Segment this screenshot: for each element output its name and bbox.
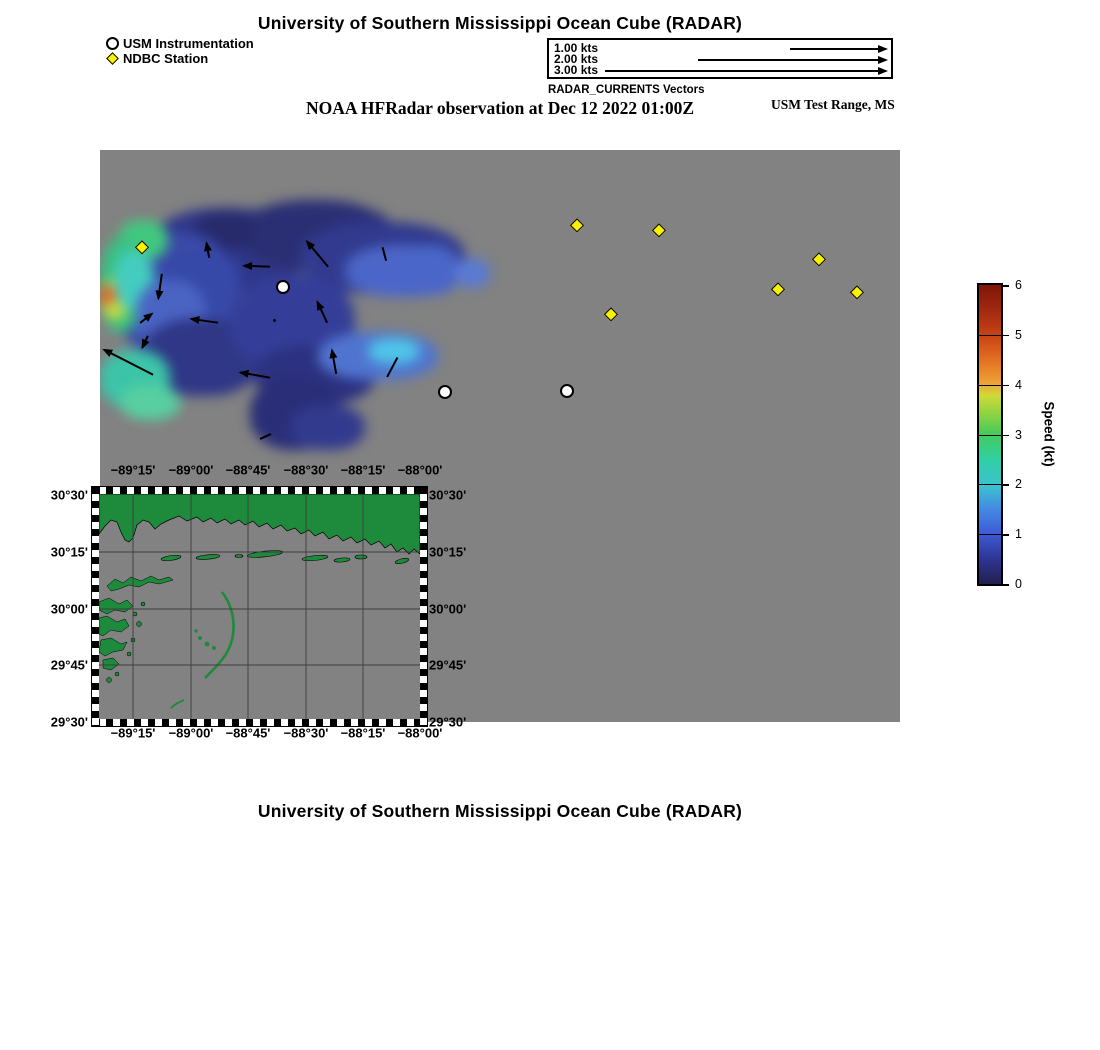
longitude-tick-label: −89°00' — [168, 725, 214, 741]
usm-instrument-marker — [276, 280, 290, 294]
colorbar-tick — [1001, 285, 1009, 287]
scale-entry-label: 1.00 kts — [554, 41, 599, 55]
colorbar-tick-label: 3 — [1015, 427, 1022, 442]
colorbar-gridline — [979, 335, 1001, 336]
colorbar-tick — [1001, 335, 1009, 337]
colorbar-tick — [1001, 534, 1009, 536]
colorbar-tick — [1001, 435, 1009, 437]
longitude-tick-label: −88°00' — [397, 462, 443, 478]
observation-subtitle: NOAA HFRadar observation at Dec 12 2022 01:00Z — [305, 98, 695, 118]
legend-row-usm — [106, 36, 254, 51]
latitude-tick-label: 30°00' — [429, 601, 467, 617]
latitude-tick-label: 29°30' — [50, 714, 88, 730]
colorbar-tick-label: 4 — [1015, 377, 1022, 392]
latitude-tick-label: 30°30' — [50, 487, 88, 503]
latitude-tick-label: 29°45' — [50, 657, 88, 673]
latitude-tick-label: 30°30' — [429, 487, 467, 503]
latitude-tick-label: 30°15' — [429, 544, 467, 560]
arrowhead-icon — [202, 240, 212, 251]
scale-arrow — [790, 48, 886, 50]
latitude-tick-label: 29°30' — [429, 714, 467, 730]
speed-patch — [290, 405, 365, 450]
speed-colorbar — [977, 283, 1003, 586]
arrowhead-icon — [238, 368, 249, 378]
colorbar-tick — [1001, 584, 1009, 586]
scale-entry-label: 3.00 kts — [554, 63, 599, 77]
coastline-inset-map — [99, 494, 420, 719]
colorbar-gridline — [979, 484, 1001, 485]
vector-dot — [273, 319, 276, 322]
region-label: USM Test Range, MS — [771, 97, 895, 112]
arrowhead-icon — [878, 45, 888, 53]
longitude-tick-label: −89°15' — [110, 462, 156, 478]
longitude-tick-label: −88°30' — [283, 462, 329, 478]
colorbar-tick — [1001, 385, 1009, 387]
longitude-tick-label: −89°15' — [110, 725, 156, 741]
longitude-tick-label: −88°00' — [397, 725, 443, 741]
marker-legend — [106, 36, 254, 66]
scale-entry-label: 2.00 kts — [554, 52, 599, 66]
speed-patch — [455, 258, 490, 288]
arrowhead-icon — [154, 290, 163, 301]
vector-scale-box — [547, 38, 893, 79]
arrowhead-icon — [189, 315, 200, 324]
usm-instrument-marker — [438, 385, 452, 399]
speed-patch — [120, 385, 180, 420]
speed-patch — [400, 245, 460, 295]
bottom-page-title: University of Southern Mississippi Ocean Cube (RADAR) — [257, 801, 743, 821]
inset-border-top — [92, 487, 427, 494]
colorbar-tick — [1001, 484, 1009, 486]
colorbar-gridline — [979, 534, 1001, 535]
longitude-tick-label: −88°45' — [225, 462, 271, 478]
longitude-tick-label: −88°45' — [225, 725, 271, 741]
colorbar-tick-label: 2 — [1015, 477, 1022, 492]
longitude-tick-label: −89°00' — [168, 462, 214, 478]
colorbar-tick-label: 1 — [1015, 527, 1022, 542]
legend-label-usm: USM Instrumentation — [123, 36, 254, 51]
scale-arrow — [698, 59, 886, 61]
usm-instrument-marker — [560, 384, 574, 398]
scale-arrow — [605, 70, 886, 72]
arrowhead-icon — [878, 67, 888, 75]
chandeleur-islets — [194, 629, 216, 650]
colorbar-gridline — [979, 385, 1001, 386]
mainland-land — [99, 494, 420, 554]
longitude-tick-label: −88°15' — [340, 725, 386, 741]
colorbar-tick-label: 0 — [1015, 577, 1022, 591]
inset-border-right — [420, 487, 427, 726]
latitude-tick-label: 30°00' — [50, 601, 88, 617]
arrowhead-icon — [242, 262, 252, 270]
latitude-tick-label: 30°15' — [50, 544, 88, 560]
usm-circle-icon — [106, 37, 119, 50]
colorbar-axis-label: Speed (kt) — [1041, 401, 1057, 467]
vector-scale-caption: RADAR_CURRENTS Vectors — [548, 84, 705, 96]
page-title: University of Southern Mississippi Ocean Cube (RADAR) — [257, 13, 743, 33]
colorbar-gridline — [979, 435, 1001, 436]
arrowhead-icon — [878, 56, 888, 64]
coastline-svg — [99, 494, 420, 719]
inset-border-left — [92, 487, 99, 726]
colorbar-tick-label: 5 — [1015, 327, 1022, 342]
longitude-tick-label: −88°15' — [340, 462, 386, 478]
arrowhead-icon — [328, 348, 338, 359]
legend-row-ndbc — [106, 51, 254, 66]
longitude-tick-label: −88°30' — [283, 725, 329, 741]
colorbar-tick-label: 6 — [1015, 278, 1022, 292]
latitude-tick-label: 29°45' — [429, 657, 467, 673]
marsh-land — [99, 576, 173, 683]
ndbc-diamond-icon — [106, 52, 119, 65]
legend-label-ndbc: NDBC Station — [123, 51, 209, 66]
